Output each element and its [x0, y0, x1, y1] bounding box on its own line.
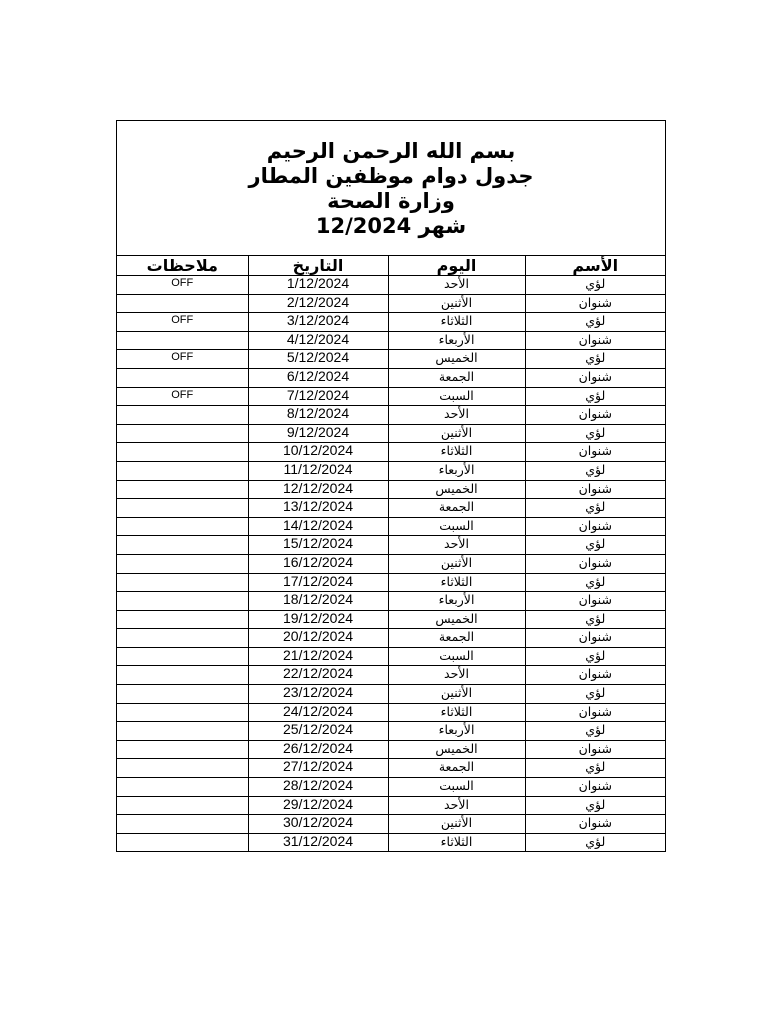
table-row [117, 833, 665, 851]
table-row [117, 294, 665, 313]
weekday-cell: الخميس [388, 610, 525, 629]
date-cell: 28/12/2024 [248, 778, 388, 797]
date-cell: 16/12/2024 [248, 554, 388, 573]
employee-name-cell: شنوان [525, 294, 665, 313]
weekday-cell: الجمعة [388, 759, 525, 778]
note-cell [117, 406, 248, 425]
table-row [117, 313, 665, 332]
employee-name-cell: شنوان [525, 629, 665, 648]
note-cell [117, 517, 248, 536]
weekday-cell: الأثنين [388, 424, 525, 443]
employee-name-cell: شنوان [525, 815, 665, 834]
column-header-day: اليوم [388, 256, 525, 276]
weekday-cell: السبت [388, 778, 525, 797]
weekday-cell: الأحد [388, 666, 525, 685]
weekday-cell: الثلاثاء [388, 833, 525, 851]
employee-name-cell: لؤي [525, 387, 665, 406]
date-cell: 13/12/2024 [248, 499, 388, 518]
weekday-cell: الثلاثاء [388, 703, 525, 722]
weekday-cell: الأحد [388, 276, 525, 295]
note-cell [117, 610, 248, 629]
employee-name-cell: لؤي [525, 461, 665, 480]
employee-name-cell: لؤي [525, 759, 665, 778]
note-cell [117, 573, 248, 592]
employee-name-cell: شنوان [525, 443, 665, 462]
table-body [117, 276, 665, 852]
table-row [117, 517, 665, 536]
date-cell: 15/12/2024 [248, 536, 388, 555]
date-cell: 11/12/2024 [248, 461, 388, 480]
weekday-cell: الجمعة [388, 368, 525, 387]
table-row [117, 368, 665, 387]
table-row [117, 554, 665, 573]
column-header-notes: ملاحظات [117, 256, 248, 276]
weekday-cell: الأثنين [388, 294, 525, 313]
employee-name-cell: شنوان [525, 517, 665, 536]
weekday-cell: الخميس [388, 740, 525, 759]
table-row [117, 722, 665, 741]
note-cell: OFF [117, 350, 248, 369]
note-cell [117, 294, 248, 313]
weekday-cell: السبت [388, 647, 525, 666]
employee-name-cell: شنوان [525, 480, 665, 499]
employee-name-cell: شنوان [525, 554, 665, 573]
date-cell: 19/12/2024 [248, 610, 388, 629]
note-cell: OFF [117, 387, 248, 406]
table-row [117, 796, 665, 815]
table-row [117, 536, 665, 555]
employee-name-cell: شنوان [525, 666, 665, 685]
date-cell: 12/12/2024 [248, 480, 388, 499]
note-cell [117, 778, 248, 797]
weekday-cell: الجمعة [388, 499, 525, 518]
date-cell: 9/12/2024 [248, 424, 388, 443]
weekday-cell: الأحد [388, 406, 525, 425]
date-cell: 8/12/2024 [248, 406, 388, 425]
weekday-cell: الأربعاء [388, 461, 525, 480]
weekday-cell: الأثنين [388, 554, 525, 573]
note-cell [117, 703, 248, 722]
table-row [117, 387, 665, 406]
note-cell [117, 480, 248, 499]
date-cell: 30/12/2024 [248, 815, 388, 834]
employee-name-cell: لؤي [525, 722, 665, 741]
table-row [117, 276, 665, 295]
table-row [117, 629, 665, 648]
date-cell: 5/12/2024 [248, 350, 388, 369]
month-label: شهر 12/2024 [315, 214, 467, 238]
date-cell: 17/12/2024 [248, 573, 388, 592]
employee-name-cell: لؤي [525, 833, 665, 851]
table-row [117, 740, 665, 759]
note-cell [117, 536, 248, 555]
table-row [117, 815, 665, 834]
date-cell: 21/12/2024 [248, 647, 388, 666]
weekday-cell: الثلاثاء [388, 313, 525, 332]
column-header-date: التاريخ [248, 256, 388, 276]
date-cell: 29/12/2024 [248, 796, 388, 815]
date-cell: 4/12/2024 [248, 331, 388, 350]
employee-name-cell: شنوان [525, 703, 665, 722]
employee-name-cell: لؤي [525, 685, 665, 704]
weekday-cell: الأحد [388, 536, 525, 555]
table-row [117, 778, 665, 797]
column-header-name: الأسم [525, 256, 665, 276]
weekday-cell: الأثنين [388, 815, 525, 834]
table-row [117, 573, 665, 592]
employee-name-cell: لؤي [525, 499, 665, 518]
note-cell [117, 722, 248, 741]
employee-name-cell: لؤي [525, 536, 665, 555]
ministry-name: وزارة الصحة [327, 189, 455, 213]
date-cell: 1/12/2024 [248, 276, 388, 295]
employee-name-cell: شنوان [525, 740, 665, 759]
note-cell [117, 499, 248, 518]
note-cell [117, 833, 248, 851]
table-row [117, 703, 665, 722]
note-cell [117, 461, 248, 480]
table-row [117, 331, 665, 350]
weekday-cell: الأثنين [388, 685, 525, 704]
employee-name-cell: شنوان [525, 406, 665, 425]
note-cell [117, 647, 248, 666]
note-cell [117, 424, 248, 443]
note-cell [117, 368, 248, 387]
date-cell: 31/12/2024 [248, 833, 388, 851]
table-row [117, 685, 665, 704]
table-row [117, 461, 665, 480]
document-header [117, 121, 665, 256]
date-cell: 26/12/2024 [248, 740, 388, 759]
employee-name-cell: لؤي [525, 424, 665, 443]
weekday-cell: الأربعاء [388, 331, 525, 350]
employee-name-cell: شنوان [525, 368, 665, 387]
table-header-row [117, 256, 665, 276]
table-row [117, 350, 665, 369]
weekday-cell: الثلاثاء [388, 443, 525, 462]
employee-name-cell: لؤي [525, 350, 665, 369]
date-cell: 20/12/2024 [248, 629, 388, 648]
note-cell [117, 815, 248, 834]
employee-name-cell: لؤي [525, 647, 665, 666]
weekday-cell: الأربعاء [388, 722, 525, 741]
note-cell [117, 740, 248, 759]
table-row [117, 424, 665, 443]
note-cell [117, 554, 248, 573]
note-cell [117, 759, 248, 778]
table-row [117, 406, 665, 425]
date-cell: 7/12/2024 [248, 387, 388, 406]
note-cell [117, 666, 248, 685]
note-cell: OFF [117, 276, 248, 295]
note-cell [117, 796, 248, 815]
note-cell [117, 592, 248, 611]
table-row [117, 610, 665, 629]
employee-name-cell: لؤي [525, 313, 665, 332]
weekday-cell: السبت [388, 387, 525, 406]
date-cell: 23/12/2024 [248, 685, 388, 704]
date-cell: 6/12/2024 [248, 368, 388, 387]
weekday-cell: السبت [388, 517, 525, 536]
weekday-cell: الأحد [388, 796, 525, 815]
employee-name-cell: لؤي [525, 796, 665, 815]
note-cell [117, 629, 248, 648]
table-row [117, 759, 665, 778]
note-cell [117, 331, 248, 350]
schedule-table [117, 256, 665, 851]
table-row [117, 647, 665, 666]
employee-name-cell: لؤي [525, 573, 665, 592]
table-row [117, 592, 665, 611]
table-row [117, 443, 665, 462]
weekday-cell: الجمعة [388, 629, 525, 648]
date-cell: 25/12/2024 [248, 722, 388, 741]
date-cell: 3/12/2024 [248, 313, 388, 332]
table-row [117, 480, 665, 499]
employee-name-cell: شنوان [525, 331, 665, 350]
weekday-cell: الأربعاء [388, 592, 525, 611]
date-cell: 24/12/2024 [248, 703, 388, 722]
employee-name-cell: شنوان [525, 592, 665, 611]
date-cell: 14/12/2024 [248, 517, 388, 536]
weekday-cell: الخميس [388, 480, 525, 499]
table-row [117, 499, 665, 518]
schedule-title: جدول دوام موظفين المطار [248, 164, 534, 188]
note-cell [117, 685, 248, 704]
date-cell: 2/12/2024 [248, 294, 388, 313]
employee-name-cell: شنوان [525, 778, 665, 797]
weekday-cell: الخميس [388, 350, 525, 369]
employee-name-cell: لؤي [525, 610, 665, 629]
table-row [117, 666, 665, 685]
basmala-line: بسم الله الرحمن الرحيم [266, 139, 516, 163]
date-cell: 10/12/2024 [248, 443, 388, 462]
date-cell: 22/12/2024 [248, 666, 388, 685]
date-cell: 27/12/2024 [248, 759, 388, 778]
employee-name-cell: لؤي [525, 276, 665, 295]
note-cell [117, 443, 248, 462]
note-cell: OFF [117, 313, 248, 332]
schedule-sheet [116, 120, 666, 852]
weekday-cell: الثلاثاء [388, 573, 525, 592]
date-cell: 18/12/2024 [248, 592, 388, 611]
